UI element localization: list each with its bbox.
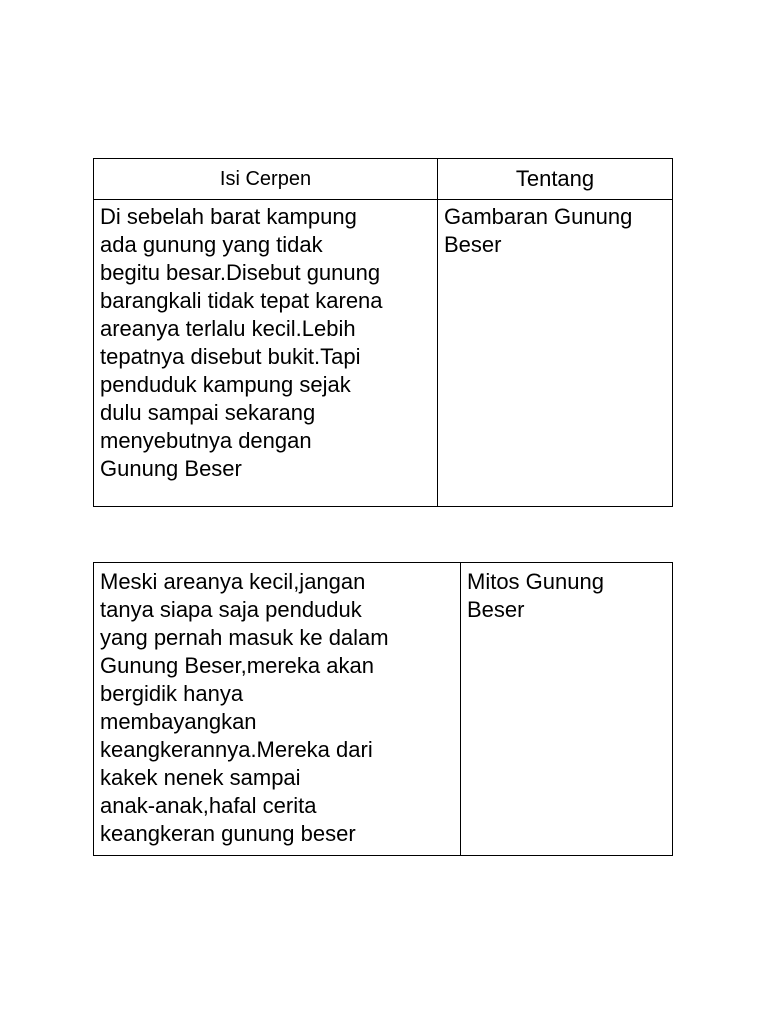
table-row bbox=[94, 563, 673, 856]
topic-cell bbox=[461, 563, 673, 856]
cerpen-topic: Gambaran Gunung Beser bbox=[444, 204, 633, 257]
cerpen-topic: Mitos Gunung Beser bbox=[467, 569, 604, 622]
cerpen-table-2 bbox=[93, 562, 673, 856]
cerpen-table-1 bbox=[93, 158, 673, 507]
header-isi-cerpen: Isi Cerpen bbox=[219, 168, 312, 190]
table-header-row bbox=[94, 159, 673, 200]
content-cell bbox=[94, 200, 438, 507]
header-tentang: Tentang bbox=[515, 166, 595, 191]
header-cell-isi-cerpen bbox=[94, 159, 438, 200]
table-row bbox=[94, 200, 673, 507]
header-cell-tentang bbox=[438, 159, 673, 200]
cerpen-content: Meski areanya kecil,jangan tanya siapa saja penduduk yang pernah masuk ke dalam Gunung Beser,mereka akan bergidik hanya membayangkan keangkerannya.Mereka dari kakek nenek sampai anak-anak,hafal cerita keangkeran gunung beser bbox=[100, 569, 389, 846]
cerpen-content: Di sebelah barat kampung ada gunung yang tidak begitu besar.Disebut gunung barangkali tidak tepat karena areanya terlalu kecil.Lebih tepatnya disebut bukit.Tapi penduduk kampung sejak dulu sampai sekarang menyebutnya dengan Gunung Beser bbox=[100, 204, 383, 481]
content-cell bbox=[94, 563, 461, 856]
topic-cell bbox=[438, 200, 673, 507]
